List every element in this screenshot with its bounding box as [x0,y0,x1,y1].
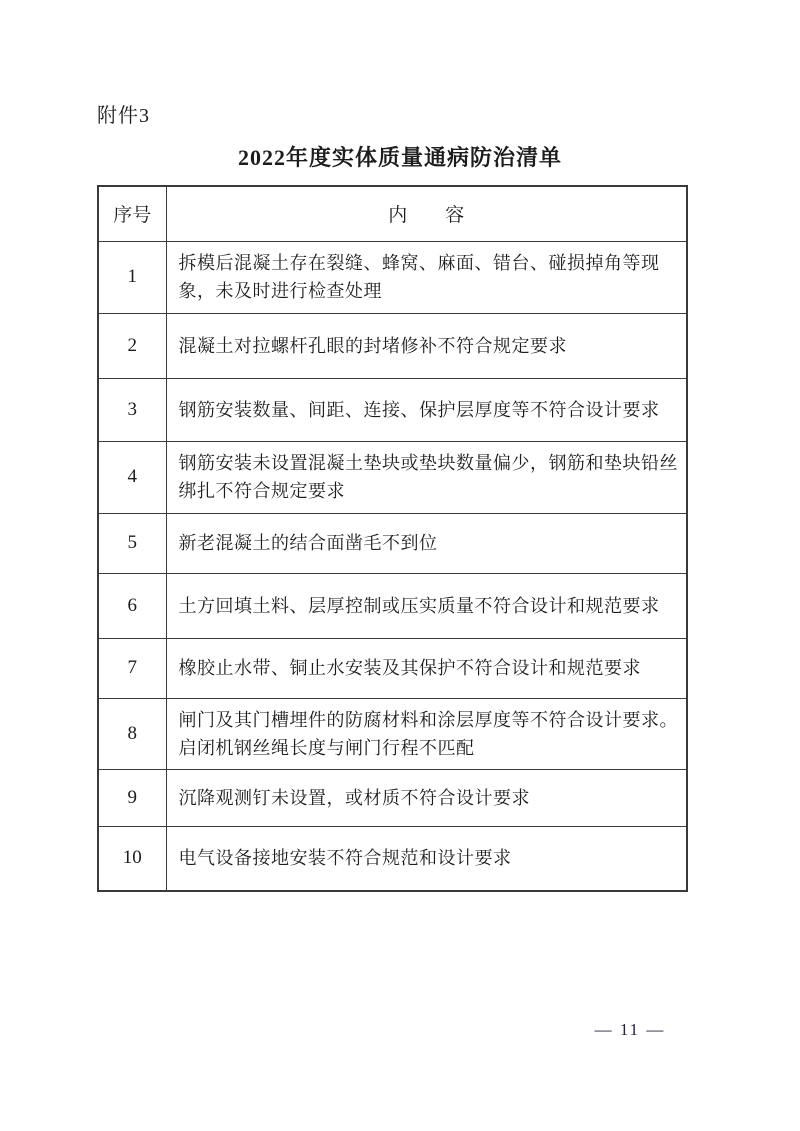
row-content-cell: 橡胶止水带、铜止水安装及其保护不符合设计和规范要求 [166,638,687,698]
table-row [98,573,687,638]
table-row [98,241,687,313]
row-content-cell: 混凝土对拉螺杆孔眼的封堵修补不符合规定要求 [166,313,687,378]
table-row [98,698,687,769]
row-number-cell: 5 [98,513,166,573]
header-cell-content: 内 容 [166,186,687,241]
row-number-cell: 9 [98,769,166,826]
row-number-cell: 8 [98,698,166,769]
row-content-cell: 土方回填土料、层厚控制或压实质量不符合设计和规范要求 [166,573,687,638]
row-content-cell: 钢筋安装未设置混凝土垫块或垫块数量偏少，钢筋和垫块铅丝绑扎不符合规定要求 [166,441,687,513]
page-number: — 11 — [594,1020,666,1039]
row-number-cell: 4 [98,441,166,513]
row-number-cell: 1 [98,241,166,313]
row-content-cell: 钢筋安装数量、间距、连接、保护层厚度等不符合设计要求 [166,378,687,441]
row-number-cell: 6 [98,573,166,638]
table-row [98,638,687,698]
page-title: 2022年度实体质量通病防治清单 [237,145,562,170]
row-content-cell: 拆模后混凝土存在裂缝、蜂窝、麻面、错台、碰损掉角等现象，未及时进行检查处理 [166,241,687,313]
table-row [98,313,687,378]
table-row [98,826,687,891]
row-number-cell: 3 [98,378,166,441]
table-row [98,513,687,573]
table-row [98,378,687,441]
attachment-label: 附件3 [97,105,150,127]
row-number-cell: 7 [98,638,166,698]
defects-table [97,185,688,892]
row-number-cell: 10 [98,826,166,891]
row-content-cell: 新老混凝土的结合面凿毛不到位 [166,513,687,573]
table-header-row [98,186,687,241]
table-row [98,441,687,513]
row-content-cell: 闸门及其门槽埋件的防腐材料和涂层厚度等不符合设计要求。启闭机钢丝绳长度与闸门行程不匹配 [166,698,687,769]
row-number-cell: 2 [98,313,166,378]
table-row [98,769,687,826]
row-content-cell: 电气设备接地安装不符合规范和设计要求 [166,826,687,891]
header-cell-no: 序号 [98,186,166,241]
row-content-cell: 沉降观测钉未设置，或材质不符合设计要求 [166,769,687,826]
